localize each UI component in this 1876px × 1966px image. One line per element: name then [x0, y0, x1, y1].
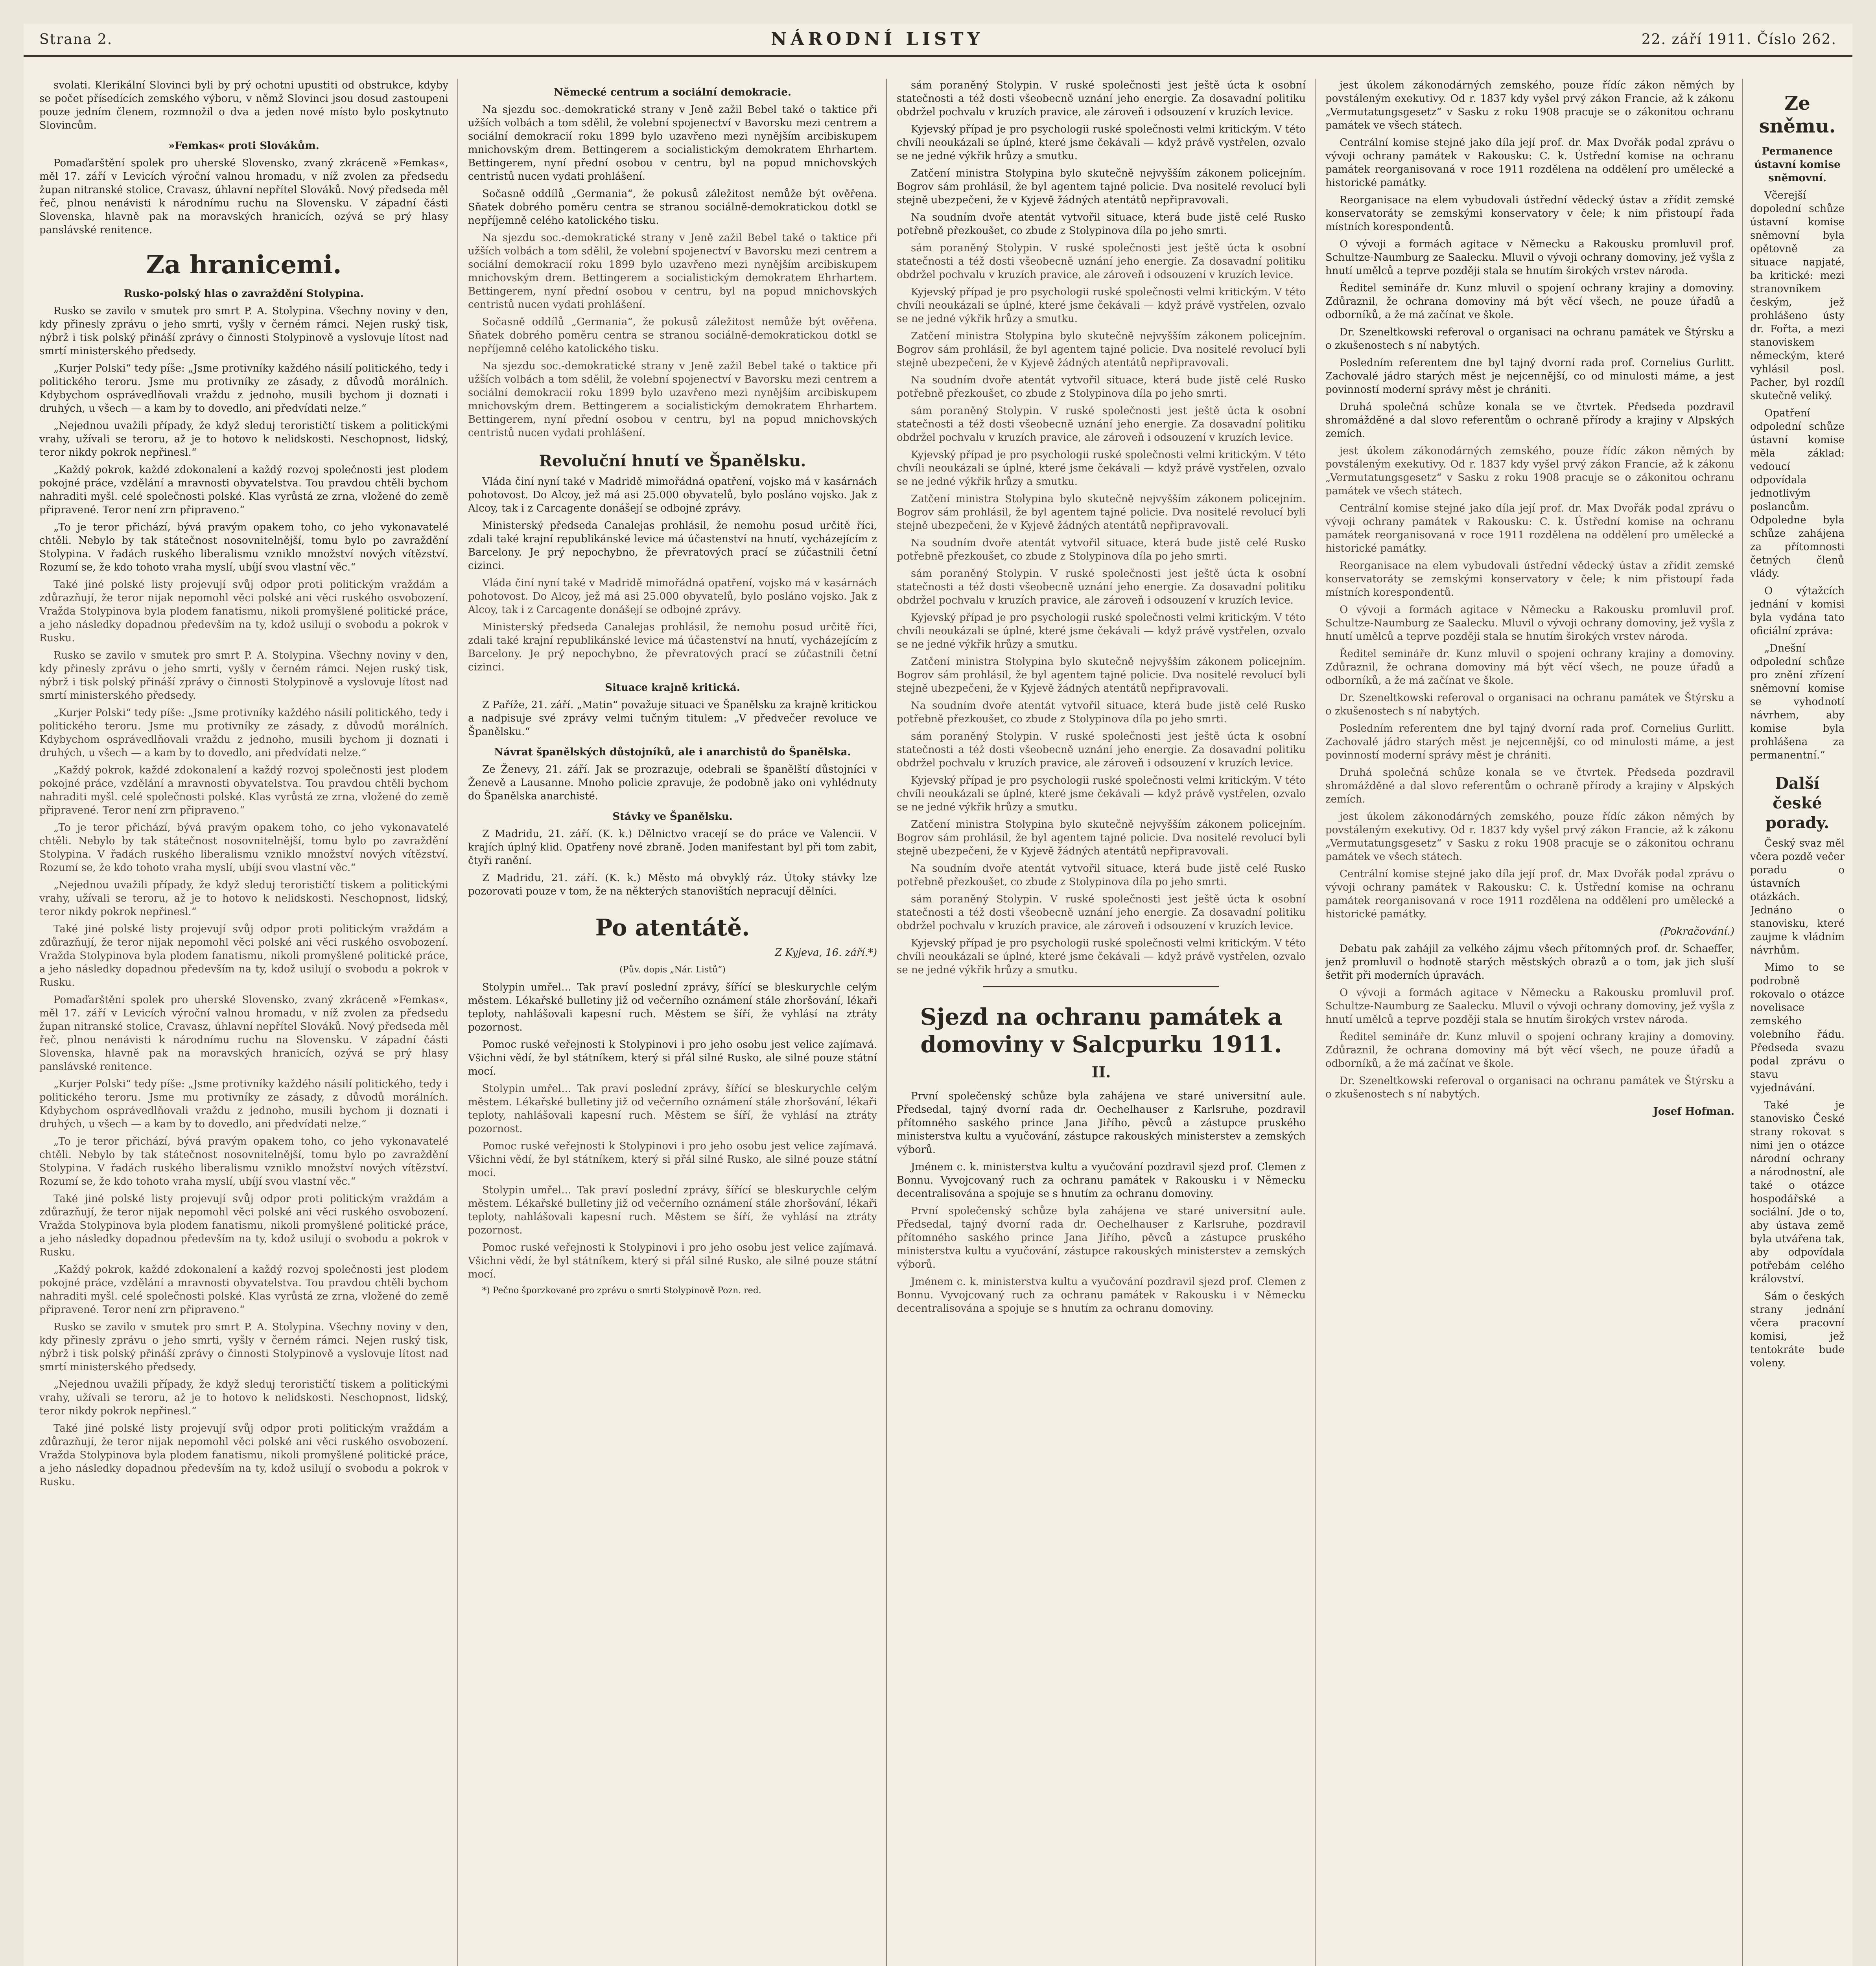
- article-text: Na sjezdu soc.-demokratické strany v Jeně zažil Bebel také o taktice při užších volbách a tom sdělil, že volební spojenectví v Bavorsku mezi centrem a sociální demokracií roku 1899 bylo uzavřeno mezi nynějším arcibiskupem mnichovským drem. Bettingerem a socialistickým demokratem Ehrhartem. Bettingerem, nyní přední osobou v centru, byl na popud mnichovských centristů nucen vydati prohlášení.: [468, 360, 877, 439]
- article-text: „Nejednou uvažili případy, že když sleduj terorističtí tiskem a politickými vrahy, užívali se teroru, až je to hotovo k nelidskosti. Neschopnost, lidský, teror nikdy pokrok nepřinesl.“: [39, 879, 448, 918]
- article-text: Sočasně oddílů „Germania“, že pokusů záležitost nemůže být ověřena. Sňatek dobrého poměru centra se stranou sociálně-demokratickou dotkl se nepříjemně celého katolického tisku.: [468, 188, 877, 226]
- article-text: Reorganisace na elem vybudovali ústřední vědecký ústav a zřídit zemské konservatoráty se zemskými konservatory v čele; k nim přistoupí řada místních korespondentů.: [1325, 194, 1734, 233]
- article-text: O vývoji a formách agitace v Německu a Rakousku promluvil prof. Schultze-Naumburg ze Saalecku. Mluvil o vývoji ochrany domoviny, jež vyšla z hnutí umělců a teprve později stala se hnutím širokých vrstev národa.: [1325, 987, 1734, 1025]
- article-text: „Každý pokrok, každé zdokonalení a každý rozvoj společnosti jest plodem pokojné práce, vzdělání a mravnosti obyvatelstva. Tou pravdou chtěli bychom nahraditi myšl. celé společnosti polské. Klas vyrůstá ze zrna, vložené do země připravené. Teror není zrn připraveno.“: [39, 764, 448, 816]
- article-part-number: II.: [1091, 1063, 1111, 1081]
- article-text: svolati. Klerikální Slovinci byli by prý ochotni upustiti od obstrukce, kdyby se počet přísedících zemského výboru, v němž Slovinci jsou dosud zastoupeni pouze jedním členem, rozmnožil o dva a jeden nové místo bylo poskytnuto Slovincům.: [39, 79, 448, 131]
- article-text: Rusko se zavilo v smutek pro smrt P. A. Stolypina. Všechny noviny v den, kdy přinesly zprávu o jeho smrti, vyšly v černém rámci. Nejen ruský tisk, nýbrž i tisk polský přináší zprávy o činnosti Stolypinově a vyslovuje lítost nad smrtí ministerského předsedy.: [39, 305, 448, 357]
- article-text: Ministerský předseda Canalejas prohlásil, že nemohu posud určitě říci, zdali také krajní republikánské levice má účastenství na hnutí, vycházejícím z Barcelony. Je prý nepochybno, že převratových prací se zúčastnili četní cizinci.: [468, 621, 877, 673]
- article-text: Na soudním dvoře atentát vytvořil situace, která bude jistě celé Rusko potřebně přezkoušet, co zbude z Stolypinova díla po jeho smrti.: [897, 537, 1306, 562]
- article-text: Rusko se zavilo v smutek pro smrt P. A. Stolypina. Všechny noviny v den, kdy přinesly zprávu o jeho smrti, vyšly v černém rámci. Nejen ruský tisk, nýbrž i tisk polský přináší zprávy o činnosti Stolypinově a vyslovuje lítost nad smrtí ministerského předsedy.: [39, 650, 448, 701]
- article-text: Ministerský předseda Canalejas prohlásil, že nemohu posud určitě říci, zdali také krajní republikánské levice má účastenství na hnutí, vycházejícím z Barcelony. Je prý nepochybno, že převratových prací se zúčastnili četní cizinci.: [468, 520, 877, 572]
- article-text: Kyjevský případ je pro psychologii ruské společnosti velmi kritickým. V této chvíli neoukázali se úplné, které jsme čekávali — když právě vystřelen, ozvalo se ne jedné výkřik hrůzy a smutku.: [897, 612, 1306, 650]
- article-heading: »Femkas« proti Slovákům.: [168, 140, 319, 152]
- article-text: „Nejednou uvažili případy, že když sleduj terorističtí tiskem a politickými vrahy, užívali se teroru, až je to hotovo k nelidskosti. Neschopnost, lidský, teror nikdy pokrok nepřinesl.“: [39, 420, 448, 458]
- article-text: Ředitel semináře dr. Kunz mluvil o spojení ochrany krajiny a domoviny. Zdůraznil, že ochrana domoviny má být věcí všech, ne pouze úřadů a odborníků, a že má začínat ve škole.: [1325, 1031, 1734, 1070]
- article-heading: Situace krajně kritická.: [605, 682, 740, 694]
- column-2: [468, 79, 877, 1966]
- article-text: Na soudním dvoře atentát vytvořil situace, která bude jistě celé Rusko potřebně přezkoušet, co zbude z Stolypinova díla po jeho smrti.: [897, 212, 1306, 237]
- article-text: Na soudním dvoře atentát vytvořil situace, která bude jistě celé Rusko potřebně přezkoušet, co zbude z Stolypinova díla po jeho smrti.: [897, 863, 1306, 888]
- article-heading: Rusko-polský hlas o zavraždění Stolypina.: [124, 288, 364, 300]
- article-text: Druhá společná schůze konala se ve čtvrtek. Předseda pozdravil shromážděné a dal slovo referentům o ochraně přírody a krajiny v Alpských zemích.: [1325, 767, 1734, 805]
- article-text: Ze Ženevy, 21. září. Jak se prozrazuje, odebrali se španělští důstojníci v Ženevě a Lausanne. Mnoho policie zpravuje, že podobně jako oni vyhlédnuty do Španělska anarchisté.: [468, 764, 877, 802]
- article-text: Český svaz měl včera pozdě večer poradu o ústavních otázkách. Jednáno o stanovisku, které zaujme k vládním návrhům.: [1750, 838, 1845, 956]
- article-text: Jménem c. k. ministerstva kultu a vyučování pozdravil sjezd prof. Clemen z Bonnu. Vyvojcovaný ruch za ochranu památek v Rakousku i v Německu decentralisována a spojuje se s hnutím za ochranu domoviny.: [897, 1276, 1306, 1314]
- newspaper-title: NÁRODNÍ LISTY: [771, 29, 984, 49]
- article-text: Také jiné polské listy projevují svůj odpor proti politickým vraždám a zdůrazňují, že teror nijak nepomohl věci polské ani věci ruského osvobození. Vražda Stolypinova byla plodem fanatismu, nikoli promyšlené politické práce, a jeho následky dopadnou především na ty, kdož usilují o svobodu a pokrok v Rusku.: [39, 923, 448, 989]
- article-text: „Nejednou uvažili případy, že když sleduj terorističtí tiskem a politickými vrahy, užívali se teroru, až je to hotovo k nelidskosti. Neschopnost, lidský, teror nikdy pokrok nepřinesl.“: [39, 1379, 448, 1417]
- article-text: Zatčení ministra Stolypina bylo skutečně nejvyšším zákonem policejním. Bogrov sám prohlásil, že byl agentem tajné policie. Dva nositelé revolucí byli stejně ubezpečeni, že v Kyjevě žádných atentátů nepřipravovali.: [897, 656, 1306, 694]
- article-text: O vývoji a formách agitace v Německu a Rakousku promluvil prof. Schultze-Naumburg ze Saalecku. Mluvil o vývoji ochrany domoviny, jež vyšla z hnutí umělců a teprve později stala se hnutím širokých vrstev národa.: [1325, 238, 1734, 277]
- article-text: Na sjezdu soc.-demokratické strany v Jeně zažil Bebel také o taktice při užších volbách a tom sdělil, že volební spojenectví v Bavorsku mezi centrem a sociální demokracií roku 1899 bylo uzavřeno mezi nynějším arcibiskupem mnichovským drem. Bettingerem a socialistickým demokratem Ehrhartem. Bettingerem, nyní přední osobou v centru, byl na popud mnichovských centristů nucen vydati prohlášení.: [468, 232, 877, 311]
- article-text: Kyjevský případ je pro psychologii ruské společnosti velmi kritickým. V této chvíli neoukázali se úplné, které jsme čekávali — když právě vystřelen, ozvalo se ne jedné výkřik hrůzy a smutku.: [897, 123, 1306, 162]
- article-text: „Kurjer Polski“ tedy píše: „Jsme protivníky každého násilí politického, tedy i politického teroru. Jsme mu protivníky ze zásady, z důvodů morálních. Kdybychom osprávedlňovali vraždu z jednoho, musili bychom ji doznati i druhých, u všech — a kam by to dovedlo, ani předvídati nelze.“: [39, 1078, 448, 1130]
- column-3: [897, 79, 1306, 1966]
- article-text: Také jiné polské listy projevují svůj odpor proti politickým vraždám a zdůrazňují, že teror nijak nepomohl věci polské ani věci ruského osvobození. Vražda Stolypinova byla plodem fanatismu, nikoli promyšlené politické práce, a jeho následky dopadnou především na ty, kdož usilují o svobodu a pokrok v Rusku.: [39, 1193, 448, 1258]
- source-note: (Pův. dopis „Nár. Listů“): [619, 965, 726, 975]
- article-text: Na soudním dvoře atentát vytvořil situace, která bude jistě celé Rusko potřebně přezkoušet, co zbude z Stolypinova díla po jeho smrti.: [897, 374, 1306, 399]
- article-text: „Každý pokrok, každé zdokonalení a každý rozvoj společnosti jest plodem pokojné práce, vzdělání a mravnosti obyvatelstva. Tou pravdou chtěli bychom nahraditi myšl. celé společnosti polské. Klas vyrůstá ze zrna, vložené do země připravené. Teror není zrn připraveno.“: [39, 1264, 448, 1316]
- article-heading: Po atentátě.: [595, 914, 750, 941]
- article-text: „To je teror přichází, bývá pravým opakem toho, co jeho vykonavatelé chtěli. Nebylo by tak státečnost nosovnitelnější, tomu bylo po zavraždění Stolypina. V řadách ruského liberalismu vzniklo množství nových vítězství. Rozumí se, že kdo tohoto vraha myslí, ubíjí svou vlastní věc.“: [39, 822, 448, 874]
- article-text: „Kurjer Polski“ tedy píše: „Jsme protivníky každého násilí politického, tedy i politického teroru. Jsme mu protivníky ze zásady, z důvodů morálních. Kdybychom osprávedlňovali vraždu z jednoho, musili bychom ji doznati i druhých, u všech — a kam by to dovedlo, ani předvídati nelze.“: [39, 363, 448, 414]
- article-text: Stolypin umřel... Tak praví poslední zprávy, šířící se bleskurychle celým městem. Lékařské bulletiny již od večerního oznámení stále zhoršování, lékaři teploty, nahlášovali kapesní ruch. Městem se šíří, že vyhlásí na ztráty pozornost.: [468, 1083, 877, 1135]
- article-text: Dr. Szeneltkowski referoval o organisaci na ochranu památek ve Štýrsku a o zkušenostech s ní nabytých.: [1325, 326, 1734, 352]
- article-text: „To je teror přichází, bývá pravým opakem toho, co jeho vykonavatelé chtěli. Nebylo by tak státečnost nosovnitelnější, tomu bylo po zavraždění Stolypina. V řadách ruského liberalismu vzniklo množství nových vítězství. Rozumí se, že kdo tohoto vraha myslí, ubíjí svou vlastní věc.“: [39, 1136, 448, 1187]
- article-text: sám poraněný Stolypin. V ruské společnosti jest ještě úcta k osobní statečnosti a též dosti všeobecně uznání jeho energie. Za dosavadní politiku obdržel pochvalu v kruzích pravice, ale zároveň i odsouzení v kruzích levice.: [897, 79, 1306, 118]
- article-text: O výtažcích jednání v komisi byla vydána tato oficiální zpráva:: [1750, 585, 1845, 637]
- article-text: Dr. Szeneltkowski referoval o organisaci na ochranu památek ve Štýrsku a o zkušenostech s ní nabytých.: [1325, 1075, 1734, 1100]
- article-text: Pomoc ruské veřejnosti k Stolypinovi i pro jeho osobu jest velice zajímavá. Všichni vědí, že byl státníkem, který si přál silné Rusko, ale silné pouze státní mocí.: [468, 1242, 877, 1280]
- article-text: Na sjezdu soc.-demokratické strany v Jeně zažil Bebel také o taktice při užších volbách a tom sdělil, že volební spojenectví v Bavorsku mezi centrem a sociální demokracií roku 1899 bylo uzavřeno mezi nynějším arcibiskupem mnichovským drem. Bettingerem a socialistickým demokratem Ehrhartem. Bettingerem, nyní přední osobou v centru, byl na popud mnichovských centristů nucen vydati prohlášení.: [468, 104, 877, 182]
- article-heading: Další české porady.: [1765, 774, 1830, 832]
- article-text: Jménem c. k. ministerstva kultu a vyučování pozdravil sjezd prof. Clemen z Bonnu. Vyvojcovaný ruch za ochranu památek v Rakousku i v Německu decentralisována a spojuje se s hnutím za ochranu domoviny.: [897, 1161, 1306, 1200]
- article-text: První společenský schůze byla zahájena ve staré universitní aule. Předsedal, tajný dvorní rada dr. Oechelhauser z Karlsruhe, pozdravil přítomného saského prince Jana Jiřího, pěvců a zástupce pruského ministerstva kultu a vyučování, zástupce rakouských ministerstev a zemských výborů.: [897, 1090, 1306, 1156]
- newspaper-page: [24, 24, 1852, 1966]
- article-heading: Návrat španělských důstojníků, ale i anarchistů do Španělska.: [494, 746, 851, 758]
- author-signature: Josef Hofman.: [1653, 1106, 1734, 1117]
- article-separator: [983, 986, 1219, 987]
- column-4: [1325, 79, 1734, 1966]
- article-text: Opatření odpolední schůze ústavní komise měla základ: vedoucí odpovídala jednotlivým poslancům. Odpoledne byla schůze zahájena za přítomnosti četných členů vlády.: [1750, 407, 1845, 580]
- article-text: Ředitel semináře dr. Kunz mluvil o spojení ochrany krajiny a domoviny. Zdůraznil, že ochrana domoviny má být věcí všech, ne pouze úřadů a odborníků, a že má začínat ve škole.: [1325, 282, 1734, 321]
- article-text: sám poraněný Stolypin. V ruské společnosti jest ještě úcta k osobní statečnosti a též dosti všeobecně uznání jeho energie. Za dosavadní politiku obdržel pochvalu v kruzích pravice, ale zároveň i odsouzení v kruzích levice.: [897, 731, 1306, 769]
- article-text: Kyjevský případ je pro psychologii ruské společnosti velmi kritickým. V této chvíli neoukázali se úplné, které jsme čekávali — když právě vystřelen, ozvalo se ne jedné výkřik hrůzy a smutku.: [897, 937, 1306, 976]
- article-text: Z Madridu, 21. září. (K. k.) Dělnictvo vracejí se do práce ve Valencii. V krajích úplný klid. Opatřeny nové zbraně. Joden manifestant byl při tom zabit, čtyři ranění.: [468, 828, 877, 867]
- article-text: Pomaďarštění spolek pro uherské Slovensko, zvaný zkráceně »Femkas«, měl 17. září v Levicích výroční valnou hromadu, v níž zvolen za předsedu župan nitranské stolice, Cravasz, úhlavní nepřítel Slováků. Nový předseda měl řeč, plnou nenávisti k národnímu ruchu na Slovensku. V západní části Slovenska, hlavně pak na moravských hranicích, ozývá se prý hlasy panslávské renitence.: [39, 994, 448, 1073]
- article-text: Ředitel semináře dr. Kunz mluvil o spojení ochrany krajiny a domoviny. Zdůraznil, že ochrana domoviny má být věcí všech, ne pouze úřadů a odborníků, a že má začínat ve škole.: [1325, 648, 1734, 687]
- column-5: [1750, 79, 1845, 1966]
- article-text: „Každý pokrok, každé zdokonalení a každý rozvoj společnosti jest plodem pokojné práce, vzdělání a mravnosti obyvatelstva. Tou pravdou chtěli bychom nahraditi myšl. celé společnosti polské. Klas vyrůstá ze zrna, vložené do země připravené. Teror není zrn připraveno.“: [39, 464, 448, 516]
- column-rule: [1315, 79, 1316, 1966]
- article-text: Pomoc ruské veřejnosti k Stolypinovi i pro jeho osobu jest velice zajímavá. Všichni vědí, že byl státníkem, který si přál silné Rusko, ale silné pouze státní mocí.: [468, 1039, 877, 1077]
- article-text: Posledním referentem dne byl tajný dvorní rada prof. Cornelius Gurlitt. Zachovalé jádro starých měst je nejcennější, co od minulosti máme, a jest povinností moderní správy měst je chrániti.: [1325, 357, 1734, 396]
- article-heading: Permanence ústavní komise sněmovní.: [1754, 145, 1841, 184]
- issue-date: 22. září 1911. Číslo 262.: [1641, 31, 1837, 48]
- article-text: Reorganisace na elem vybudovali ústřední vědecký ústav a zřídit zemské konservatoráty se zemskými konservatory v čele; k nim přistoupí řada místních korespondentů.: [1325, 560, 1734, 598]
- article-text: Zatčení ministra Stolypina bylo skutečně nejvyšším zákonem policejním. Bogrov sám prohlásil, že byl agentem tajné policie. Dva nositelé revolucí byli stejně ubezpečeni, že v Kyjevě žádných atentátů nepřipravovali.: [897, 493, 1306, 532]
- article-text: Centrální komise stejné jako díla její prof. dr. Max Dvořák podal zprávu o vývoji ochrany památek v Rakousku: C. k. Ústřední komise na ochranu památek reorganisovaná v roce 1911 rozdělena na oddělení pro umělecké a historické památky.: [1325, 503, 1734, 554]
- article-text: Mimo to se podrobně rokovalo o otázce novelisace zemského volebního řádu. Předseda svazu podal zprávu o stavu vyjednávání.: [1750, 962, 1845, 1094]
- continued-note: (Pokračování.): [1660, 926, 1734, 937]
- article-text: Stolypin umřel... Tak praví poslední zprávy, šířící se bleskurychle celým městem. Lékařské bulletiny již od večerního oznámení stále zhoršování, lékaři teploty, nahlášovali kapesní ruch. Městem se šíří, že vyhlásí na ztráty pozornost.: [468, 1184, 877, 1236]
- column-rule: [886, 79, 887, 1966]
- article-text: Kyjevský případ je pro psychologii ruské společnosti velmi kritickým. V této chvíli neoukázali se úplné, které jsme čekávali — když právě vystřelen, ozvalo se ne jedné výkřik hrůzy a smutku.: [897, 286, 1306, 325]
- article-text: Sám o českých strany jednání včera pracovní komisi, jež tentokráte bude voleny.: [1750, 1290, 1845, 1369]
- article-heading: Německé centrum a sociální demokracie.: [554, 87, 791, 98]
- section-heading: Za hranicemi.: [146, 250, 342, 280]
- column-rule: [457, 79, 458, 1966]
- article-text: „To je teror přichází, bývá pravým opakem toho, co jeho vykonavatelé chtěli. Nebylo by tak státečnost nosovnitelnější, tomu bylo po zavraždění Stolypina. V řadách ruského liberalismu vzniklo množství nových vítězství. Rozumí se, že kdo tohoto vraha myslí, ubíjí svou vlastní věc.“: [39, 521, 448, 573]
- article-text: První společenský schůze byla zahájena ve staré universitní aule. Předsedal, tajný dvorní rada dr. Oechelhauser z Karlsruhe, pozdravil přítomného saského prince Jana Jiřího, pěvců a zástupce pruského ministerstva kultu a vyučování, zástupce rakouských ministerstev a zemských výborů.: [897, 1205, 1306, 1270]
- article-text: Rusko se zavilo v smutek pro smrt P. A. Stolypina. Všechny noviny v den, kdy přinesly zprávu o jeho smrti, vyšly v černém rámci. Nejen ruský tisk, nýbrž i tisk polský přináší zprávy o činnosti Stolypinově a vyslovuje lítost nad smrtí ministerského předsedy.: [39, 1321, 448, 1373]
- article-text: Kyjevský případ je pro psychologii ruské společnosti velmi kritickým. V této chvíli neoukázali se úplné, které jsme čekávali — když právě vystřelen, ozvalo se ne jedné výkřik hrůzy a smutku.: [897, 449, 1306, 488]
- article-text: Vláda činí nyní také v Madridě mimořádná opatření, vojsko má v kasárnách pohotovost. Do Alcoy, jež má asi 25.000 obyvatelů, bylo posláno vojsko. Jak z Alcoy, tak i z Carcagente donášejí se odbojné zprávy.: [468, 476, 877, 514]
- masthead: [24, 24, 1852, 57]
- article-text: Sočasně oddílů „Germania“, že pokusů záležitost nemůže být ověřena. Sňatek dobrého poměru centra se stranou sociálně-demokratickou dotkl se nepříjemně celého katolického tisku.: [468, 316, 877, 355]
- article-text: sám poraněný Stolypin. V ruské společnosti jest ještě úcta k osobní statečnosti a též dosti všeobecně uznání jeho energie. Za dosavadní politiku obdržel pochvalu v kruzích pravice, ale zároveň i odsouzení v kruzích levice.: [897, 242, 1306, 281]
- article-text: sám poraněný Stolypin. V ruské společnosti jest ještě úcta k osobní statečnosti a též dosti všeobecně uznání jeho energie. Za dosavadní politiku obdržel pochvalu v kruzích pravice, ale zároveň i odsouzení v kruzích levice.: [897, 405, 1306, 444]
- column-1: [39, 79, 448, 1966]
- article-text: Z Madridu, 21. září. (K. k.) Město má obvyklý ráz. Útoky stávky lze pozorovati pouze v tom, že na některých stanovištích nepracují dělníci.: [468, 872, 877, 897]
- article-text: Posledním referentem dne byl tajný dvorní rada prof. Cornelius Gurlitt. Zachovalé jádro starých měst je nejcennější, co od minulosti máme, a jest povinností moderní správy měst je chrániti.: [1325, 723, 1734, 761]
- article-text: Pomaďarštění spolek pro uherské Slovensko, zvaný zkráceně »Femkas«, měl 17. září v Levicích výroční valnou hromadu, v níž zvolen za předsedu župan nitranské stolice, Cravasz, úhlavní nepřítel Slováků. Nový předseda měl řeč, plnou nenávisti k národnímu ruchu na Slovensku. V západní části Slovenska, hlavně pak na moravských hranicích, ozývá se prý hlasy panslávské renitence.: [39, 157, 448, 236]
- article-text: jest úkolem zákonodárných zemského, pouze řídíc zákon němých by povstáleným exekutivy. Od r. 1837 kdy vyšel prvý zákon Francie, až k zákonu „Vermutatungsgesetz“ v Sasku z roku 1908 pracuje se o zákonitou ochranu památek ve všech státech.: [1325, 811, 1734, 863]
- article-heading: Sjezd na ochranu památek a domoviny v Salcpurku 1911.: [920, 1003, 1283, 1058]
- article-text: Centrální komise stejné jako díla její prof. dr. Max Dvořák podal zprávu o vývoji ochrany památek v Rakousku: C. k. Ústřední komise na ochranu památek reorganisovaná v roce 1911 rozdělena na oddělení pro umělecké a historické památky.: [1325, 137, 1734, 189]
- article-text: „Kurjer Polski“ tedy píše: „Jsme protivníky každého násilí politického, tedy i politického teroru. Jsme mu protivníky ze zásady, z důvodů morálních. Kdybychom osprávedlňovali vraždu z jednoho, musili bychom ji doznati i druhých, u všech — a kam by to dovedlo, ani předvídati nelze.“: [39, 707, 448, 759]
- footnote: *) Pečno šporzkované pro zprávu o smrti Stolypinově Pozn. red.: [482, 1286, 761, 1296]
- article-text: jest úkolem zákonodárných zemského, pouze řídíc zákon němých by povstáleným exekutivy. Od r. 1837 kdy vyšel prvý zákon Francie, až k zákonu „Vermutatungsgesetz“ v Sasku z roku 1908 pracuje se o zákonitou ochranu památek ve všech státech.: [1325, 79, 1734, 131]
- article-text: Zatčení ministra Stolypina bylo skutečně nejvyšším zákonem policejním. Bogrov sám prohlásil, že byl agentem tajné policie. Dva nositelé revolucí byli stejně ubezpečeni, že v Kyjevě žádných atentátů nepřipravovali.: [897, 819, 1306, 857]
- section-heading: Ze sněmu.: [1759, 92, 1836, 137]
- article-text: „Dnešní odpolední schůze pro znění zřízení sněmovní komise se vyhodnotí návrhem, aby komise byla prohlášena za permanentní.“: [1750, 642, 1845, 761]
- article-text: jest úkolem zákonodárných zemského, pouze řídíc zákon němých by povstáleným exekutivy. Od r. 1837 kdy vyšel prvý zákon Francie, až k zákonu „Vermutatungsgesetz“ v Sasku z roku 1908 pracuje se o zákonitou ochranu památek ve všech státech.: [1325, 445, 1734, 497]
- article-text: Také jiné polské listy projevují svůj odpor proti politickým vraždám a zdůrazňují, že teror nijak nepomohl věci polské ani věci ruského osvobození. Vražda Stolypinova byla plodem fanatismu, nikoli promyšlené politické práce, a jeho následky dopadnou především na ty, kdož usilují o svobodu a pokrok v Rusku.: [39, 1423, 448, 1488]
- article-text: Centrální komise stejné jako díla její prof. dr. Max Dvořák podal zprávu o vývoji ochrany památek v Rakousku: C. k. Ústřední komise na ochranu památek reorganisovaná v roce 1911 rozdělena na oddělení pro umělecké a historické památky.: [1325, 868, 1734, 920]
- article-text: Také je stanovisko České strany rokovat s nimi jen o otázce národní ochrany a národnostní, ale také o otázce hospodářské a sociální. Jde o to, aby ústava země byla utvářena tak, aby odpovídala potřebám celého království.: [1750, 1099, 1845, 1285]
- article-text: Z Paříže, 21. září. „Matin“ považuje situaci ve Španělsku za krajně kritickou a nadpisuje své zprávy velmi tučným titulem: „V předvečer revoluce ve Španělsku.“: [468, 699, 877, 738]
- article-text: O vývoji a formách agitace v Německu a Rakousku promluvil prof. Schultze-Naumburg ze Saalecku. Mluvil o vývoji ochrany domoviny, jež vyšla z hnutí umělců a teprve později stala se hnutím širokých vrstev národa.: [1325, 604, 1734, 642]
- article-text: Zatčení ministra Stolypina bylo skutečně nejvyšším zákonem policejním. Bogrov sám prohlásil, že byl agentem tajné policie. Dva nositelé revolucí byli stejně ubezpečeni, že v Kyjevě žádných atentátů nepřipravovali.: [897, 330, 1306, 369]
- article-heading: Revoluční hnutí ve Španělsku.: [539, 452, 806, 470]
- dateline: Z Kyjeva, 16. září.*): [775, 947, 877, 959]
- article-text: Také jiné polské listy projevují svůj odpor proti politickým vraždám a zdůrazňují, že teror nijak nepomohl věci polské ani věci ruského osvobození. Vražda Stolypinova byla plodem fanatismu, nikoli promyšlené politické práce, a jeho následky dopadnou především na ty, kdož usilují o svobodu a pokrok v Rusku.: [39, 579, 448, 644]
- article-heading: Stávky ve Španělsku.: [612, 811, 733, 823]
- article-text: sám poraněný Stolypin. V ruské společnosti jest ještě úcta k osobní statečnosti a též dosti všeobecně uznání jeho energie. Za dosavadní politiku obdržel pochvalu v kruzích pravice, ale zároveň i odsouzení v kruzích levice.: [897, 568, 1306, 606]
- article-text: Pomoc ruské veřejnosti k Stolypinovi i pro jeho osobu jest velice zajímavá. Všichni vědí, že byl státníkem, který si přál silné Rusko, ale silné pouze státní mocí.: [468, 1140, 877, 1179]
- column-rule: [1742, 79, 1743, 1966]
- article-text: Vláda činí nyní také v Madridě mimořádná opatření, vojsko má v kasárnách pohotovost. Do Alcoy, jež má asi 25.000 obyvatelů, bylo posláno vojsko. Jak z Alcoy, tak i z Carcagente donášejí se odbojné zprávy.: [468, 577, 877, 616]
- page-number: Strana 2.: [39, 31, 113, 48]
- article-text: Stolypin umřel... Tak praví poslední zprávy, šířící se bleskurychle celým městem. Lékařské bulletiny již od večerního oznámení stále zhoršování, lékaři teploty, nahlášovali kapesní ruch. Městem se šíří, že vyhlásí na ztráty pozornost.: [468, 981, 877, 1033]
- article-text: Dr. Szeneltkowski referoval o organisaci na ochranu památek ve Štýrsku a o zkušenostech s ní nabytých.: [1325, 692, 1734, 717]
- article-text: Včerejší dopolední schůze ústavní komise sněmovní byla opětovně za situace napjaté, ba kritické: mezi stranovníkem českým, jež prohlášeno ústy dr. Fořta, a mezi stanoviskem německým, které vyhlásil posl. Pacher, byl rozdíl skutečně veliký.: [1750, 190, 1845, 402]
- article-text: Zatčení ministra Stolypina bylo skutečně nejvyšším zákonem policejním. Bogrov sám prohlásil, že byl agentem tajné policie. Dva nositelé revolucí byli stejně ubezpečeni, že v Kyjevě žádných atentátů nepřipravovali.: [897, 168, 1306, 206]
- article-text: Kyjevský případ je pro psychologii ruské společnosti velmi kritickým. V této chvíli neoukázali se úplné, které jsme čekávali — když právě vystřelen, ozvalo se ne jedné výkřik hrůzy a smutku.: [897, 775, 1306, 813]
- article-text: Druhá společná schůze konala se ve čtvrtek. Předseda pozdravil shromážděné a dal slovo referentům o ochraně přírody a krajiny v Alpských zemích.: [1325, 401, 1734, 440]
- article-text: Na soudním dvoře atentát vytvořil situace, která bude jistě celé Rusko potřebně přezkoušet, co zbude z Stolypinova díla po jeho smrti.: [897, 700, 1306, 725]
- article-text: Debatu pak zahájil za velkého zájmu všech přítomných prof. dr. Schaeffer, jenž promluvil o hodnotě starých městských obrazů a o tom, jak jich sluší šetřit při moderních úpravách.: [1325, 943, 1734, 981]
- article-text: sám poraněný Stolypin. V ruské společnosti jest ještě úcta k osobní statečnosti a též dosti všeobecně uznání jeho energie. Za dosavadní politiku obdržel pochvalu v kruzích pravice, ale zároveň i odsouzení v kruzích levice.: [897, 893, 1306, 932]
